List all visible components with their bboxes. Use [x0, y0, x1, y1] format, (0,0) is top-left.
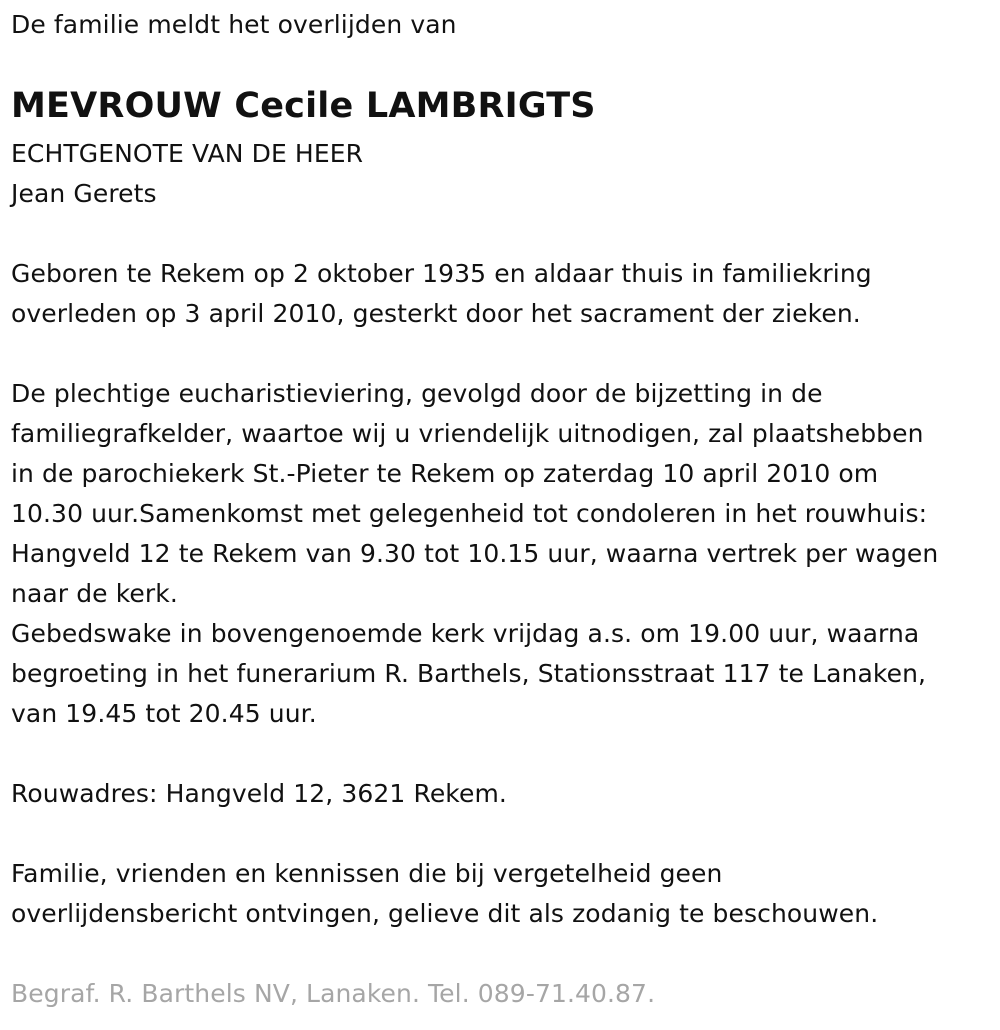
- text-line: in de parochiekerk St.-Pieter te Rekem op zaterdag 10 april 2010 om: [11, 459, 879, 488]
- mourning-address: [11, 774, 507, 814]
- deceased-name: MEVROUW Cecile LAMBRIGTS: [11, 86, 596, 126]
- text-line: overleden op 3 april 2010, gesterkt door het sacrament der zieken.: [11, 299, 861, 328]
- spouse-title: ECHTGENOTE VAN DE HEER: [11, 139, 364, 168]
- spouse-name: Jean Gerets: [11, 179, 157, 208]
- text-line: Gebedswake in bovengenoemde kerk vrijdag a.s. om 19.00 uur, waarna: [11, 619, 920, 648]
- intro-text: De familie meldt het overlijden van: [11, 10, 457, 39]
- ceremony-paragraph: [11, 374, 938, 734]
- text-line: Geboren te Rekem op 2 oktober 1935 en aldaar thuis in familiekring: [11, 259, 872, 288]
- text-line: 10.30 uur.Samenkomst met gelegenheid tot condoleren in het rouwhuis:: [11, 499, 928, 528]
- spouse-block: [11, 134, 363, 214]
- text-line: Familie, vrienden en kennissen die bij vergetelheid geen: [11, 859, 723, 888]
- text-line: De plechtige eucharistieviering, gevolgd door de bijzetting in de: [11, 379, 823, 408]
- family-note-paragraph: [11, 854, 878, 934]
- text-line: naar de kerk.: [11, 579, 178, 608]
- text-line: van 19.45 tot 20.45 uur.: [11, 699, 317, 728]
- text-line: familiegrafkelder, waartoe wij u vriendelijk uitnodigen, zal plaatshebben: [11, 419, 924, 448]
- text-line: begroeting in het funerarium R. Barthels, Stationsstraat 117 te Lanaken,: [11, 659, 927, 688]
- text-line: overlijdensbericht ontvingen, gelieve dit als zodanig te beschouwen.: [11, 899, 879, 928]
- text-line: Hangveld 12 te Rekem van 9.30 tot 10.15 uur, waarna vertrek per wagen: [11, 539, 939, 568]
- funeral-home-footer: Begraf. R. Barthels NV, Lanaken. Tel. 089-71.40.87.: [11, 979, 656, 1008]
- address-line: Rouwadres: Hangveld 12, 3621 Rekem.: [11, 779, 507, 808]
- birth-death-paragraph: [11, 254, 872, 334]
